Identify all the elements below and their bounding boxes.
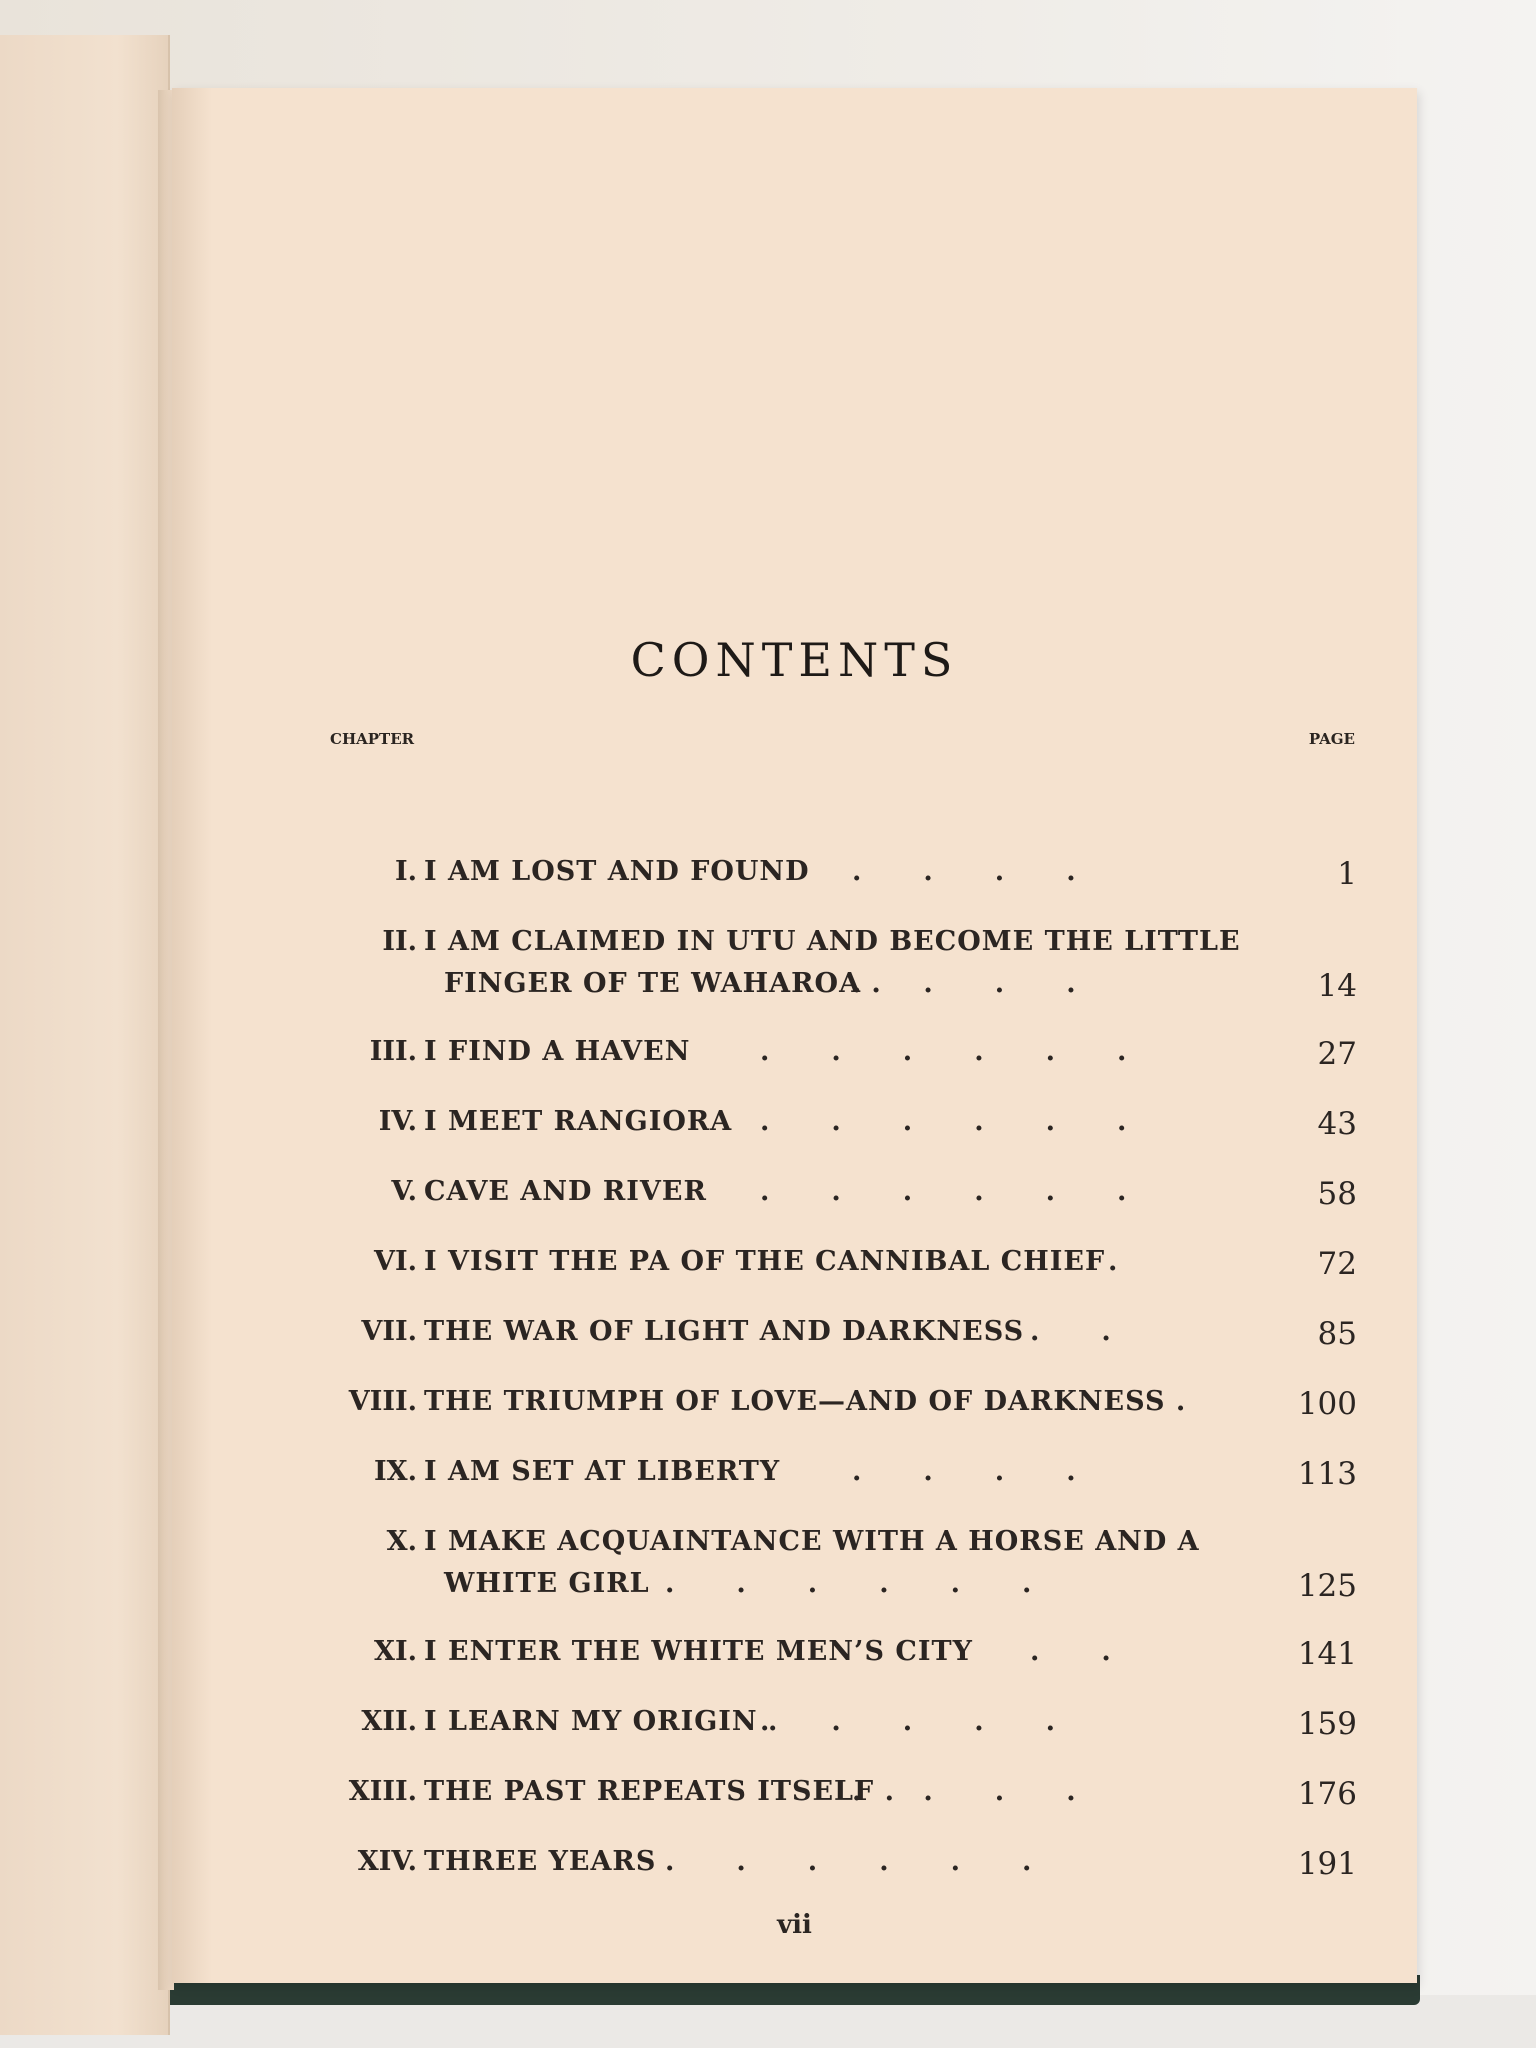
toc-line bbox=[172, 1706, 1417, 1746]
chapter-number: X. bbox=[386, 1526, 417, 1557]
chapter-title: I FIND A HAVEN bbox=[424, 1036, 691, 1067]
chapter-number: II. bbox=[382, 926, 417, 957]
left-page bbox=[0, 35, 170, 2035]
dot-leader: .... bbox=[852, 856, 1138, 887]
chapter-title: WHITE GIRL bbox=[444, 1568, 650, 1599]
page-reference: 125 bbox=[1297, 1568, 1357, 1604]
chapter-title: CAVE AND RIVER bbox=[424, 1176, 707, 1207]
toc-line bbox=[172, 1316, 1417, 1356]
chapter-number: XI. bbox=[374, 1636, 417, 1667]
toc-entry bbox=[172, 1176, 1417, 1256]
chapter-title: I AM SET AT LIBERTY bbox=[424, 1456, 781, 1487]
toc-entry bbox=[172, 1246, 1417, 1326]
chapter-title: I AM LOST AND FOUND bbox=[424, 856, 810, 887]
chapter-title: THE PAST REPEATS ITSELF . bbox=[424, 1776, 895, 1807]
page-reference: 58 bbox=[1317, 1176, 1357, 1212]
toc-entry bbox=[172, 1456, 1417, 1536]
chapter-number: IX. bbox=[374, 1456, 417, 1487]
chapter-number: I. bbox=[394, 856, 417, 887]
page-reference: 141 bbox=[1297, 1636, 1357, 1672]
toc-line bbox=[172, 1636, 1417, 1676]
chapter-title: I LEARN MY ORIGIN . bbox=[424, 1706, 779, 1737]
toc-line bbox=[172, 926, 1417, 966]
chapter-title: I MAKE ACQUAINTANCE WITH A HORSE AND A bbox=[424, 1526, 1200, 1557]
toc-line bbox=[172, 1776, 1417, 1816]
toc-entry bbox=[172, 856, 1417, 936]
page-reference: 176 bbox=[1297, 1776, 1357, 1812]
page-column-header: PAGE bbox=[1308, 730, 1355, 748]
contents-page bbox=[172, 88, 1417, 1983]
chapter-number: XIII. bbox=[348, 1776, 417, 1807]
toc-entry bbox=[172, 1106, 1417, 1186]
dot-leader: . bbox=[1108, 1246, 1180, 1277]
toc-line bbox=[172, 968, 1417, 1008]
chapter-column-header: CHAPTER bbox=[330, 730, 415, 748]
toc-entry bbox=[172, 1706, 1417, 1786]
dot-leader: ...... bbox=[665, 1846, 1094, 1877]
page-reference: 1 bbox=[1337, 856, 1357, 892]
dot-leader: .... bbox=[852, 1776, 1138, 1807]
toc-line bbox=[172, 1036, 1417, 1076]
toc-entry bbox=[172, 1316, 1417, 1396]
contents-list bbox=[172, 88, 1417, 1983]
toc-line bbox=[172, 1846, 1417, 1886]
page-reference: 85 bbox=[1317, 1316, 1357, 1352]
dot-leader: ...... bbox=[760, 1176, 1189, 1207]
toc-entry bbox=[172, 1776, 1417, 1856]
chapter-number: XIV. bbox=[357, 1846, 417, 1877]
toc-entry bbox=[172, 1036, 1417, 1116]
chapter-number: XII. bbox=[361, 1706, 417, 1737]
toc-line bbox=[172, 1386, 1417, 1426]
dot-leader: .. bbox=[1030, 1636, 1173, 1667]
page-reference: 113 bbox=[1297, 1456, 1357, 1492]
page-reference: 159 bbox=[1297, 1706, 1357, 1742]
chapter-number: V. bbox=[391, 1176, 417, 1207]
dot-leader: ...... bbox=[760, 1036, 1189, 1067]
chapter-number: VII. bbox=[361, 1316, 417, 1347]
toc-line bbox=[172, 1176, 1417, 1216]
dot-leader: .. bbox=[1030, 1316, 1173, 1347]
chapter-number: III. bbox=[369, 1036, 417, 1067]
chapter-title: FINGER OF TE WAHAROA . bbox=[444, 968, 882, 999]
toc-line bbox=[172, 856, 1417, 896]
page-reference: 14 bbox=[1317, 968, 1357, 1004]
toc-entry bbox=[172, 1636, 1417, 1716]
toc-entry bbox=[172, 1386, 1417, 1466]
toc-entry bbox=[172, 1526, 1417, 1606]
page-title: CONTENTS bbox=[630, 633, 959, 687]
dot-leader: ...... bbox=[760, 1106, 1189, 1137]
chapter-title: I MEET RANGIORA bbox=[424, 1106, 733, 1137]
toc-line bbox=[172, 1106, 1417, 1146]
dot-leader: .... bbox=[852, 968, 1138, 999]
page-reference: 72 bbox=[1317, 1246, 1357, 1282]
toc-entry bbox=[172, 926, 1417, 1006]
page-reference: 43 bbox=[1317, 1106, 1357, 1142]
page-number: vii bbox=[777, 1910, 812, 1940]
dot-leader: ...... bbox=[665, 1568, 1094, 1599]
toc-line bbox=[172, 1568, 1417, 1608]
toc-line bbox=[172, 1526, 1417, 1566]
dot-leader: .... bbox=[852, 1456, 1138, 1487]
chapter-title: THREE YEARS bbox=[424, 1846, 657, 1877]
chapter-number: VI. bbox=[374, 1246, 417, 1277]
dot-leader: ..... bbox=[760, 1706, 1117, 1737]
chapter-title: I ENTER THE WHITE MEN’S CITY bbox=[424, 1636, 973, 1667]
page-reference: 100 bbox=[1297, 1386, 1357, 1422]
toc-line bbox=[172, 1456, 1417, 1496]
toc-line bbox=[172, 1246, 1417, 1286]
page-reference: 27 bbox=[1317, 1036, 1357, 1072]
chapter-title: THE TRIUMPH OF LOVE—AND OF DARKNESS . bbox=[424, 1386, 1187, 1417]
page-reference: 191 bbox=[1297, 1846, 1357, 1882]
chapter-title: I AM CLAIMED IN UTU AND BECOME THE LITTLE bbox=[424, 926, 1241, 957]
chapter-title: THE WAR OF LIGHT AND DARKNESS bbox=[424, 1316, 1025, 1347]
chapter-number: IV. bbox=[378, 1106, 417, 1137]
chapter-title: I VISIT THE PA OF THE CANNIBAL CHIEF bbox=[424, 1246, 1106, 1277]
chapter-number: VIII. bbox=[348, 1386, 417, 1417]
